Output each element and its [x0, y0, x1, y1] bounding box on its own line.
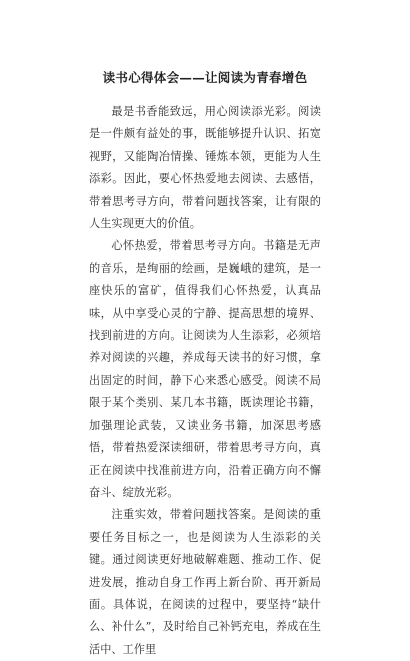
- paragraph-practical: 注重实效，带着问题找答案。是阅读的重要任务目标之一，也是阅读为人生添彩的关键。通过阅读更好地破解难题、推动工作、促进发展，推动自身工作再上新台阶、再开新局面。具体说，在阅读的过程中，要坚持“缺什么、补什么”，及时给自己补钙充电，养成在生活中、工作里: [89, 508, 321, 656]
- document-title: 读书心得体会——让阅读为青春增色: [102, 70, 308, 85]
- document-body: [89, 101, 321, 661]
- paragraph-intro: 最是书香能致远，用心阅读添光彩。阅读是一件颇有益处的事，既能够提升认识、拓宽视野，又能陶冶情操、锤炼本领，更能为人生添彩。因此，要心怀热爱地去阅读、去感悟，带着思考寻方向，带着问题找答案，让有限的人生实现更大的价值。: [89, 105, 321, 231]
- paragraph-passion: 心怀热爱，带着思考寻方向。书籍是无声的音乐，是绚丽的绘画，是巍峨的建筑，是一座快乐的富矿，值得我们心怀热爱，认真品味，从中享受心灵的宁静、提高思想的境界、找到前进的方向。让阅读为人生添彩，必须培养对阅读的兴趣，养成每天读书的好习惯，拿出固定的时间，静下心来悉心感受。阅读不局限于某个类别、某几本书籍，既读理论书籍，加强理论武装，又读业务书籍，加深思考感悟，带着热爱深读细研，带着思考寻方向，真正在阅读中找准前进方向，沿着正确方向不懈奋斗、绽放光彩。: [89, 239, 321, 499]
